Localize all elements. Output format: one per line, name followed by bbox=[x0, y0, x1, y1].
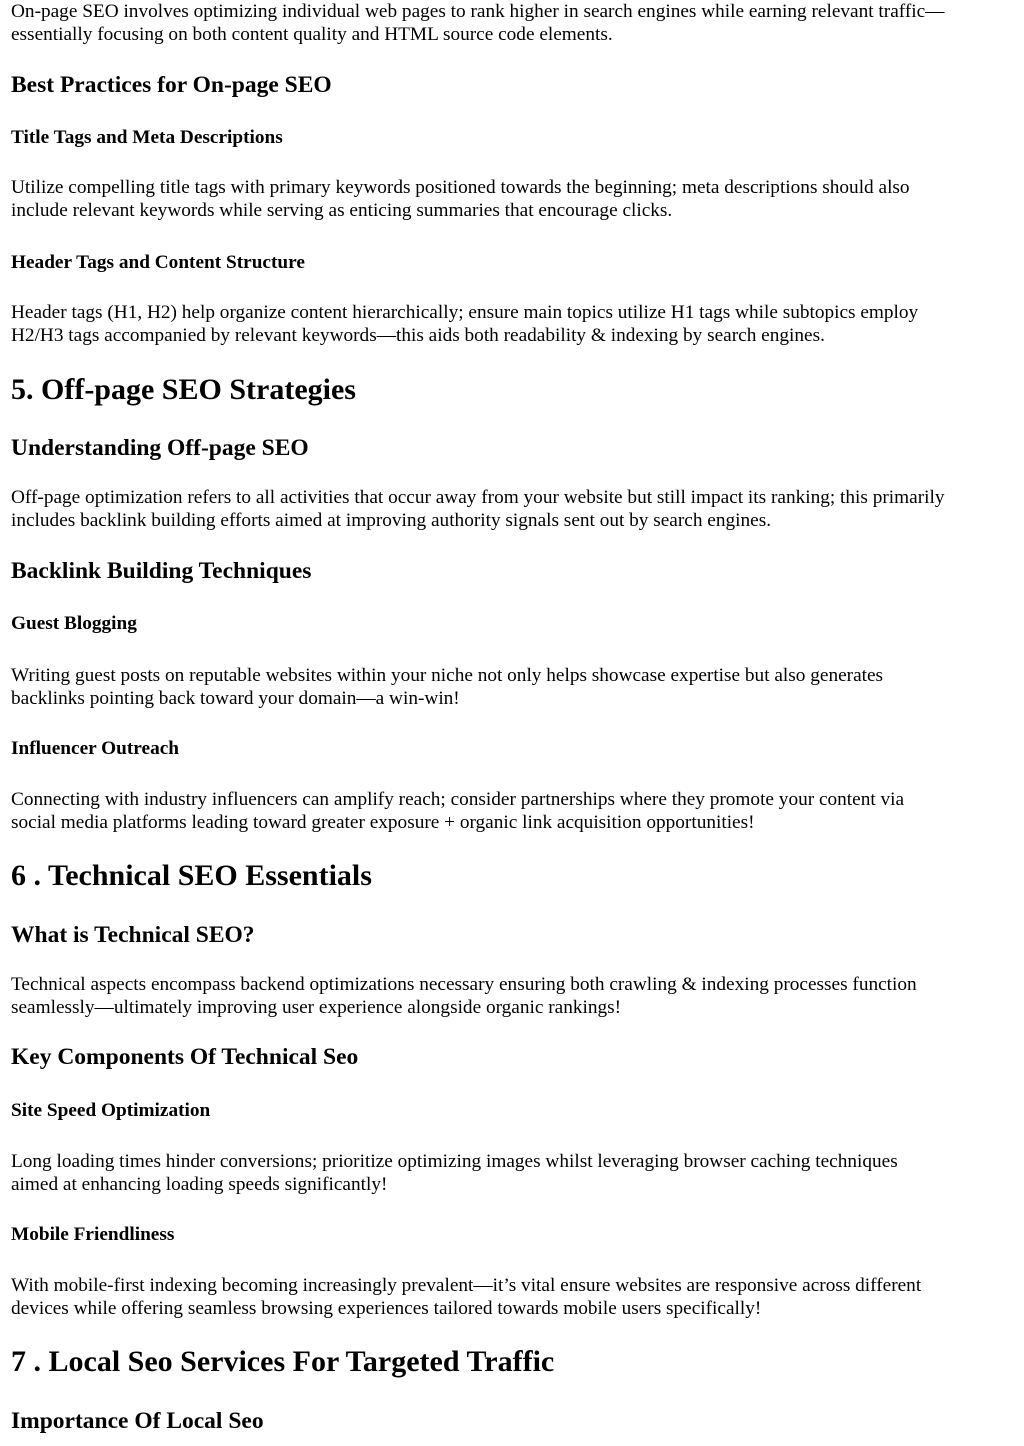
heading-what-is-technical: What is Technical SEO? bbox=[11, 922, 255, 948]
heading-site-speed: Site Speed Optimization bbox=[11, 1100, 211, 1121]
paragraph-onpage-intro: On-page SEO involves optimizing individual web pages to rank higher in search engines while earning relevant traffic— essentially focusing on both content quality and HTML source code elements. bbox=[11, 1, 945, 45]
heading-title-tags: Title Tags and Meta Descriptions bbox=[11, 127, 283, 148]
heading-understanding-offpage: Understanding Off-page SEO bbox=[11, 435, 309, 461]
paragraph-influencer-outreach: Connecting with industry influencers can amplify reach; consider partnerships where they promote your content via social media platforms leading toward greater exposure + organic link acquisition opportunities! bbox=[11, 789, 905, 833]
heading-mobile-friendliness: Mobile Friendliness bbox=[11, 1224, 175, 1245]
paragraph-header-tags: Header tags (H1, H2) help organize content hierarchically; ensure main topics utilize H1 tags while subtopics employ H2/H3 tags accompanied by relevant keywords—this aids both readability & indexing by search engines. bbox=[11, 302, 919, 346]
paragraph-guest-blogging: Writing guest posts on reputable websites within your niche not only helps showcase expertise but also generates backlinks pointing back toward your domain—a win-win! bbox=[11, 665, 884, 709]
heading-guest-blogging: Guest Blogging bbox=[11, 613, 137, 634]
paragraph-site-speed: Long loading times hinder conversions; prioritize optimizing images whilst leveraging browser caching techniques aimed at enhancing loading speeds significantly! bbox=[11, 1151, 898, 1195]
heading-influencer-outreach: Influencer Outreach bbox=[11, 738, 179, 759]
heading-technical-section: 6 . Technical SEO Essentials bbox=[11, 859, 372, 892]
heading-local-seo-section: 7 . Local Seo Services For Targeted Traffic bbox=[11, 1345, 555, 1378]
heading-header-tags: Header Tags and Content Structure bbox=[11, 252, 305, 273]
heading-offpage-section: 5. Off-page SEO Strategies bbox=[11, 373, 356, 406]
paragraph-technical: Technical aspects encompass backend optimizations necessary ensuring both crawling & indexing processes function seamlessly—ultimately improving user experience alongside organic rankings! bbox=[11, 974, 917, 1018]
heading-best-practices: Best Practices for On-page SEO bbox=[11, 72, 332, 98]
paragraph-title-tags: Utilize compelling title tags with primary keywords positioned towards the beginning; meta descriptions should also include relevant keywords while serving as enticing summaries that encourage clicks. bbox=[11, 177, 910, 221]
paragraph-offpage: Off-page optimization refers to all activities that occur away from your website but still impact its ranking; this primarily includes backlink building efforts aimed at improving authority signals sent out by search engines. bbox=[11, 487, 945, 531]
paragraph-mobile-friendliness: With mobile-first indexing becoming increasingly prevalent—it’s vital ensure websites are responsive across different devices while offering seamless browsing experiences tailored towards mobile users specifically! bbox=[11, 1275, 922, 1319]
heading-backlink-techniques: Backlink Building Techniques bbox=[11, 558, 312, 584]
heading-key-components: Key Components Of Technical Seo bbox=[11, 1044, 359, 1070]
heading-importance-local-seo: Importance Of Local Seo bbox=[11, 1408, 264, 1434]
